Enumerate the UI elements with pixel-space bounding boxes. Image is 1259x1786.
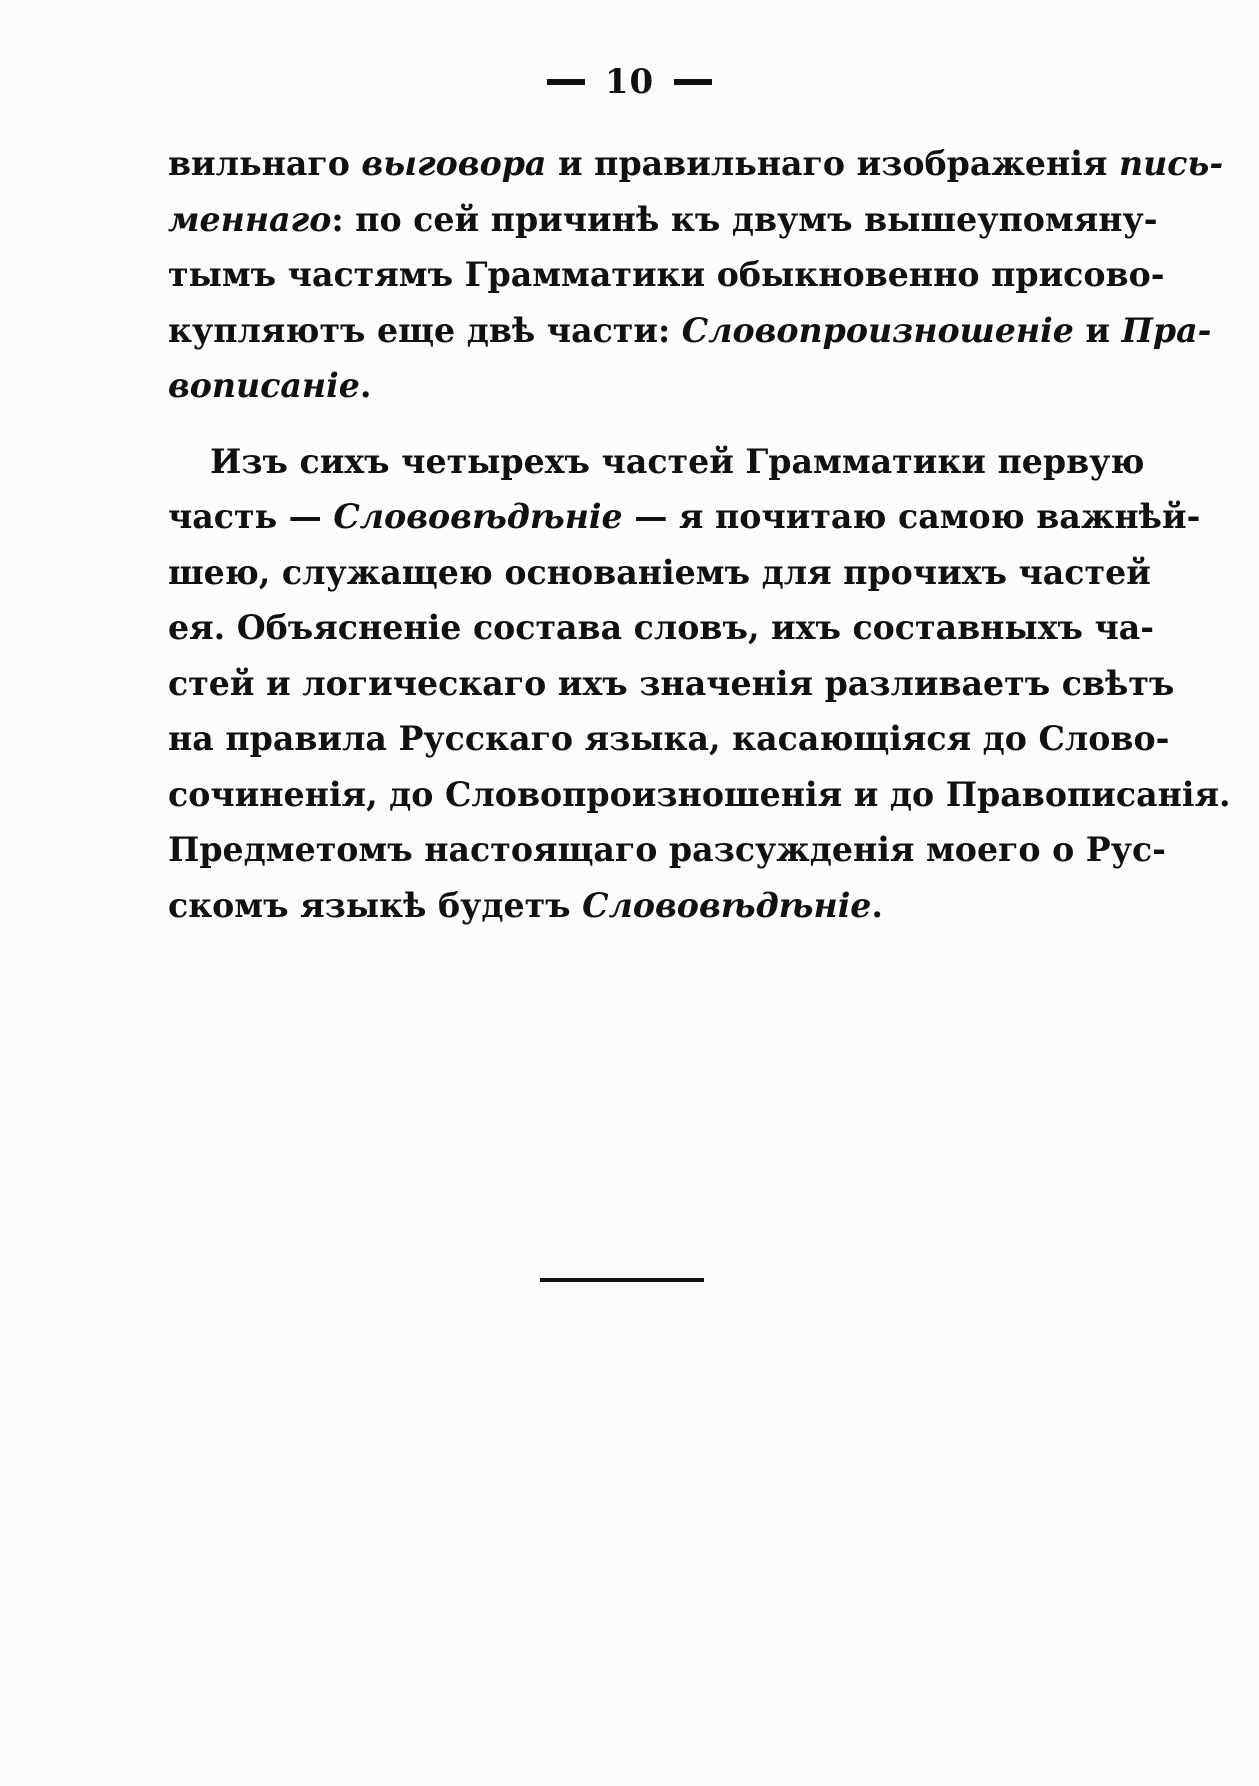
italic-term: Слововѣдѣніе (582, 885, 872, 925)
text-run: скомъ языкѣ будетъ (168, 885, 583, 925)
page-number: 10 (604, 62, 655, 102)
text-run: Предметомъ настоящаго разсужденія моего о Рус- (168, 830, 1166, 869)
italic-term: пись- (1118, 144, 1224, 183)
text-run: и (1073, 310, 1122, 350)
italic-term: Слововѣдѣніе (333, 497, 623, 536)
paragraph-1 (168, 136, 1224, 414)
text-run: купляютъ еще двѣ части: (168, 310, 682, 350)
text-run: — я почитаю самою важнѣй- (622, 497, 1201, 536)
italic-term: меннаго (168, 199, 332, 239)
text-line (168, 822, 1166, 878)
left-dash (547, 79, 585, 85)
page-number-header (0, 60, 1259, 104)
text-line (168, 767, 1231, 823)
body-text (168, 136, 1231, 933)
italic-term: вописаніе (168, 366, 360, 405)
italic-term: Пра- (1121, 310, 1212, 350)
text-run: и правильнаго изображенія (546, 144, 1119, 183)
text-line (168, 434, 1145, 490)
text-line (168, 878, 1092, 934)
text-line (168, 247, 1165, 303)
text-run: стей и логическаго ихъ значенія разливаетъ свѣтъ (168, 663, 1175, 703)
text-run: часть — (168, 497, 334, 536)
text-run: вильнаго (168, 144, 362, 183)
text-line (168, 303, 1212, 359)
text-line (168, 711, 1170, 767)
italic-term: выговора (361, 144, 547, 183)
text-line (168, 358, 1092, 414)
text-run: . (871, 885, 883, 925)
text-run: : по сей причинѣ къ двумъ вышеупомяну- (331, 199, 1158, 239)
italic-term: Словопроизношеніе (681, 310, 1074, 350)
text-run: сочиненія, до Словопроизношенія и до Правописанія. (168, 774, 1231, 814)
text-line (168, 545, 1151, 601)
text-run: шею, служащею основаніемъ для прочихъ частей (168, 552, 1151, 592)
text-run: . (359, 366, 372, 405)
text-run: ея. Объясненіе состава словъ, ихъ составныхъ ча- (168, 608, 1155, 647)
text-run: на правила Русскаго языка, касающіяся до Слово- (168, 719, 1170, 758)
text-line (168, 136, 1224, 192)
paragraph-gap (168, 414, 1092, 434)
text-run: тымъ частямъ Грамматики обыкновенно присово- (168, 255, 1165, 294)
text-line (168, 656, 1175, 712)
text-run: Изъ сихъ четырехъ частей Грамматики первую (210, 441, 1145, 481)
right-dash (674, 79, 712, 85)
section-end-rule (540, 1278, 704, 1282)
text-line (168, 489, 1201, 545)
paragraph-2 (168, 434, 1231, 934)
text-line (168, 192, 1158, 248)
text-line (168, 600, 1155, 656)
